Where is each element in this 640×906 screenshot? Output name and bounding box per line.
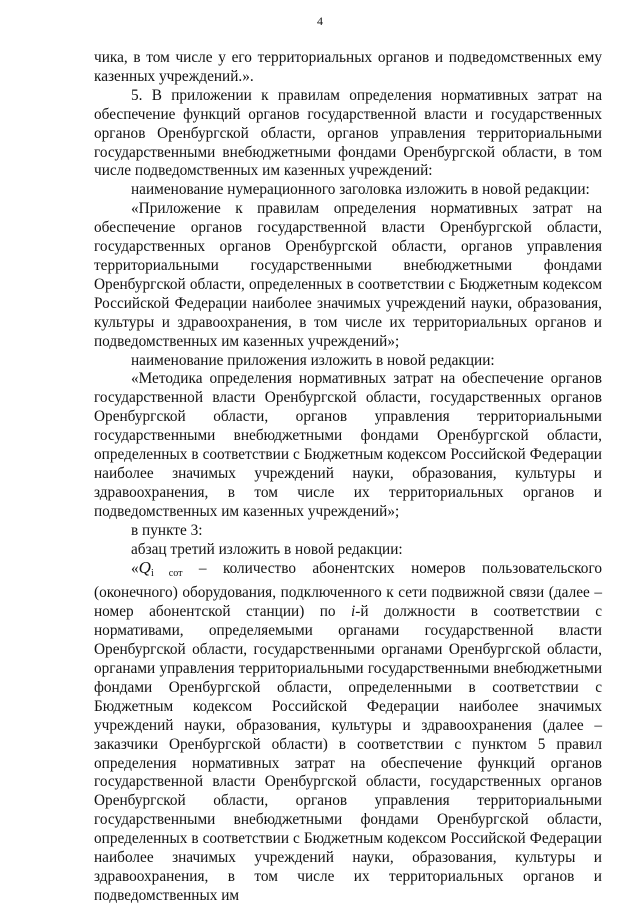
paragraph-abzac-instruction: абзац третий изложить в новой редакции:	[131, 540, 403, 558]
paragraph-point-3: в пункте 3:	[131, 521, 203, 539]
paragraph-item-5: 5. В приложении к правилам определения нормативных затрат на обеспечение функций органов государственной власти и государственных органов Оренбургской области, органов управления территориальными государственными внебюджетными фондами Оренбургской области, в том числе подведомственных им казенных учреждений:	[94, 86, 602, 180]
paragraph-continuation: чика, в том числе у его территориальных органов и подведомственных ему казенных учреждений.».	[94, 49, 602, 85]
paragraph-heading-new-text: «Приложение к правилам определения нормативных затрат на обеспечение органов государственной власти Оренбургской области, государственных органов Оренбургской области, органов управления территориальными государственными внебюджетными фондами Оренбургской области, определенных в соответствии с Бюджетным кодексом Российской Федерации наиболее значимых учреждений науки, образования, культуры и здравоохранения, в том числе их территориальных органов и подведомственных им казенных учреждений»;	[94, 200, 602, 350]
italic-index: i	[351, 603, 356, 621]
open-quote: «	[131, 560, 139, 578]
paragraph-heading-instruction: наименование нумерационного заголовка изложить в новой редакции:	[131, 181, 590, 199]
formula-letter: Q	[138, 558, 151, 578]
formula-subscript: i сот	[150, 568, 183, 580]
definition-text-start: – количество абонентских номеров пользовательского (оконечного) оборудования, подключенного к сети подвижной связи (далее – номер абонентской станции) по	[94, 560, 602, 621]
paragraph-formula-definition	[94, 559, 602, 905]
paragraph-title-new-text: «Методика определения нормативных затрат на обеспечение органов государственной власти Оренбургской области, государственных органов Оренбургской области, органов управления территориальными государственными внебюджетными фондами Оренбургской области, определенных в соответствии с Бюджетным кодексом Российской Федерации наиболее значимых учреждений науки, образования, культуры и здравоохранения, в том числе их территориальных органов и подведомственных им казенных учреждений»;	[94, 370, 602, 520]
document-body	[94, 49, 602, 906]
definition-text-rest: -й должности в соответствии с нормативами, определяемыми органами государственной власти Оренбургской области, государственными органами Оренбургской области, органами управления территориальными государственными внебюджетными фондами Оренбургской области, определенными в соответствии с Бюджетным кодексом Российской Федерации наиболее значимых учреждений науки, образования, культуры и здравоохранения (далее – заказчики Оренбургской области) в соответствии с пунктом 5 правил определения нормативных затрат на обеспечение функций органов государственной власти Оренбургской области, государственных органов Оренбургской области, органов управления территориальными государственными внебюджетными фондами Оренбургской области, определенных в соответствии с Бюджетным кодексом Российской Федерации наиболее значимых учреждений науки, образования, культуры и здравоохранения, в том числе их территориальных органов и подведомственных им	[94, 603, 602, 904]
page-number: 4	[317, 14, 323, 28]
paragraph-title-instruction: наименование приложения изложить в новой редакции:	[131, 351, 495, 369]
formula-symbol	[138, 558, 183, 580]
